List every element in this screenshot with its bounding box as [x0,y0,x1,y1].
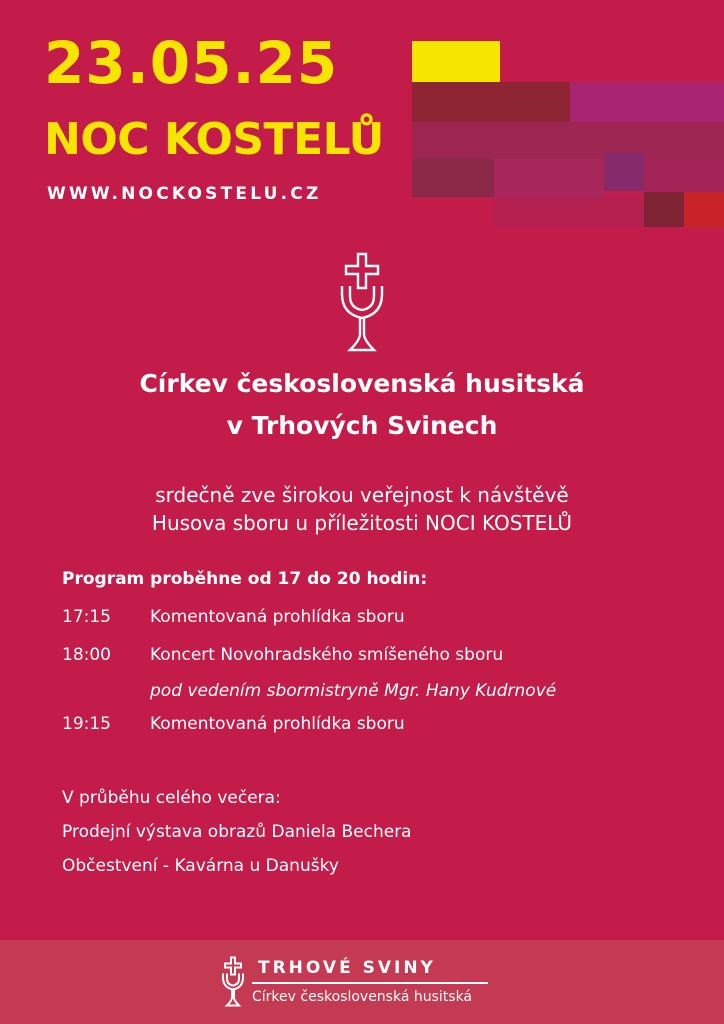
date-heading: 23.05.25 [44,29,339,97]
website-url: WWW.NOCKOSTELU.CZ [47,184,322,204]
color-block [494,197,644,227]
footer-church: Církev československá husitská [252,989,473,1005]
program-description: Koncert Novohradského smíšeného sboru [150,645,504,665]
program-time: 17:15 [62,607,111,627]
invitation-line2: Husova sboru u příležitosti NOCI KOSTELŮ [151,511,573,535]
color-block [570,82,724,122]
color-block [412,82,570,122]
extras-item: Občestvení - Kavárna u Danušky [62,856,339,876]
color-block [412,41,500,82]
program-description: pod vedením sbormistryně Mgr. Hany Kudrnové [150,681,557,701]
invitation-line1: srdečně zve širokou veřejnost k návštěvě [155,483,569,507]
extras-heading: V průběhu celého večera: [62,788,281,808]
program-heading: Program proběhne od 17 do 20 hodin: [62,569,428,589]
color-block [684,192,724,227]
color-block [494,159,604,197]
chalice-cross-icon [338,252,386,354]
church-title-line1: Církev československá husitská [139,369,585,398]
color-block [644,192,684,227]
chalice-cross-icon [221,956,245,1008]
program-description: Komentovaná prohlídka sboru [150,714,405,734]
extras-item: Prodejní výstava obrazů Daniela Bechera [62,822,412,842]
color-block [644,159,724,192]
color-block [604,153,644,191]
color-block [412,159,494,197]
footer-town: TRHOVÉ SVINY [258,958,436,978]
program-description: Komentovaná prohlídka sboru [150,607,405,627]
program-time: 18:00 [62,645,111,665]
footer-band [0,940,724,1024]
color-block [412,122,724,159]
footer-divider [252,982,488,984]
event-name: NOC KOSTELŮ [44,114,384,165]
church-title-line2: v Trhových Svinech [226,411,498,440]
program-time: 19:15 [62,714,111,734]
decorative-color-blocks [0,0,724,230]
